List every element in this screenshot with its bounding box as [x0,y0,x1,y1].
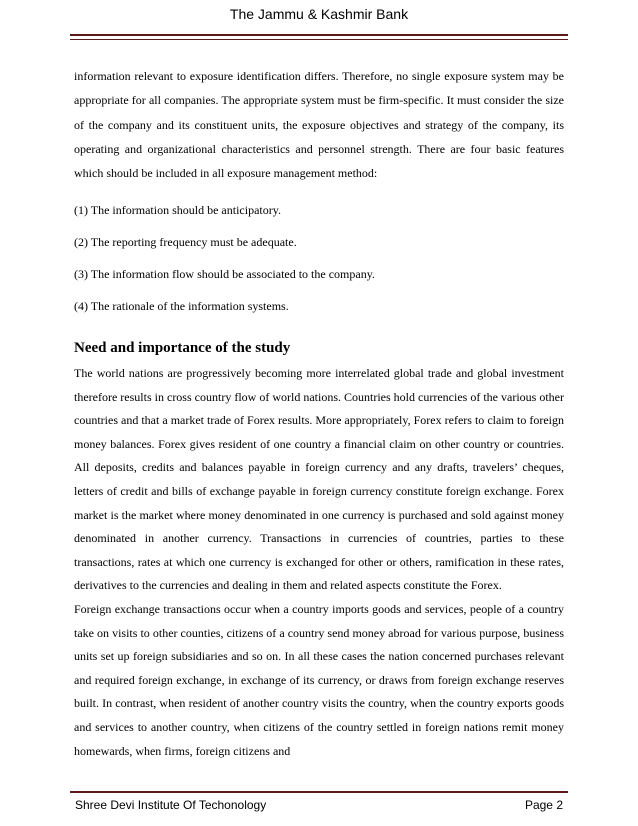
feature-list [74,202,564,218]
list-item: (3) The information flow should be associated to the company. [74,267,375,281]
footer-rule [70,791,568,793]
section-paragraph-2: Foreign exchange transactions occur when a country imports goods and services, people of a country take on visits to other counties, citizens of a country send money abroad for various purpose, business units set up foreign subsidiaries and so on. In all these cases the nation concerned purchases relevant and required foreign exchange, in exchange of its currency, or draws from foreign exchange reserves built. In contrast, when resident of another country visits the country, when the country exports goods and services to another country, when citizens of the country settled in foreign nations remit money homewards, when firms, foreign citizens and [74,601,564,758]
header-rule-thin [70,39,568,40]
header-title: The Jammu & Kashmir Bank [229,6,409,22]
list-item: (2) The reporting frequency must be adequate. [74,235,297,249]
feature-list-3 [74,266,564,282]
feature-list-2 [74,234,564,250]
header-rule [70,34,568,36]
section-body [74,362,564,763]
intro-block [74,64,564,185]
list-item: (4) The rationale of the information systems. [74,299,289,313]
footer-page-number: Page 2 [524,798,563,812]
section-paragraph-1: The world nations are progressively becoming more interrelated global trade and global investment therefore results in cross country flow of world nations. Countries hold currencies of the various other countries and that a market trade of Forex results. More appropriately, Forex refers to claim to foreign money balances. Forex gives resident of one country a financial claim on other country or countries. All deposits, credits and balances payable in foreign currency and any drafts, travelers’ cheques, letters of credit and bills of exchange payable in foreign currency constitute foreign exchange. Forex market is the market where money denominated in one currency is purchased and sold against money denominated in another currency. Transactions in currencies of countries, parties to these transactions, rates at which one currency is exchanged for other or others, ramification in these rates, derivatives to the currencies and dealing in them and related aspects constitute the Forex. [74,366,564,593]
intro-paragraph: information relevant to exposure identification differs. Therefore, no single exposure system may be appropriate for all companies. The appropriate system must be firm-specific. It must consider the size of the company and its constituent units, the exposure objectives and strategy of the company, its operating and organizational characteristics and personnel strength. There are four basic features which should be included in all exposure management method: [74,69,564,181]
footer-institute: Shree Devi Institute Of Techonology [75,798,267,812]
feature-list-4 [74,298,564,314]
section-title: Need and importance of the study [74,340,291,356]
list-item: (1) The information should be anticipatory. [74,203,281,217]
